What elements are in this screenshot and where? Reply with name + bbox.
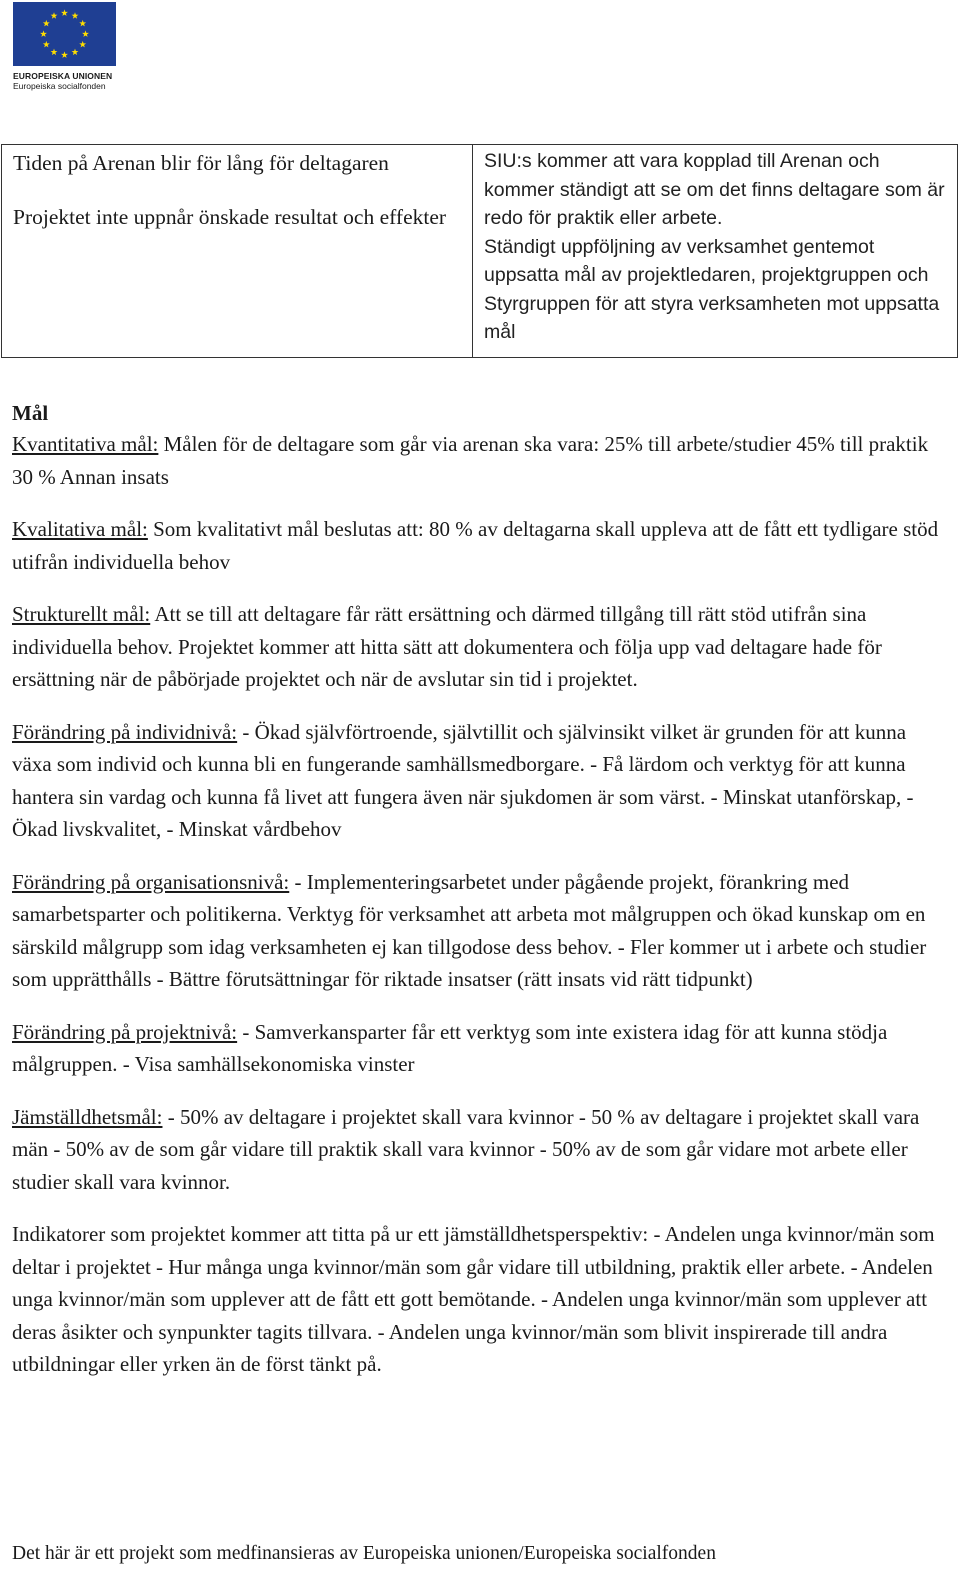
measure-item: SIU:s kommer att vara kopplad till Arenan och kommer ständigt att se om det finns deltagare som är redo för praktik eller arbete.	[484, 150, 945, 229]
structural-goal	[12, 598, 948, 696]
flag-star	[72, 49, 79, 56]
risk-table	[1, 144, 958, 358]
quantitative-goal	[12, 428, 948, 493]
risk-item: Tiden på Arenan blir för lång för deltagaren	[13, 151, 389, 175]
logo-line-1: EUROPEISKA UNIONEN	[13, 71, 113, 81]
project-label: Förändring på projektnivå:	[12, 1019, 238, 1044]
qualitative-goal	[12, 513, 948, 578]
qualitative-label: Kvalitativa mål:	[12, 517, 148, 541]
equality-text: - 50% av deltagare i projektet skall vara kvinnor - 50 % av deltagare i projektet skall vara män - 50% av de som går vidare till praktik skall vara kvinnor - 50% av de som går vidare mot arbete eller studier skall vara kvinnor.	[12, 1104, 920, 1194]
structural-label: Strukturellt mål:	[12, 602, 151, 626]
project-text: - Samverkansparter får ett verktyg som inte existera idag för att kunna stödja målgruppen. - Visa samhällsekonomiska vinster	[12, 1019, 888, 1076]
measure-item: Ständigt uppföljning av verksamhet gentemot uppsatta mål av projektledaren, projektgruppen och Styrgruppen för att styra verksamheten mot uppsatta mål	[484, 235, 940, 343]
flag-star	[79, 20, 86, 27]
indicators-paragraph: Indikatorer som projektet kommer att titta på ur ett jämställdhetsperspektiv: - Andelen unga kvinnor/män som deltar i projektet - Hur många unga kvinnor/män som går vidare till utbildning, praktik eller arbete. - Andelen unga kvinnor/män som upplever att de fått ett gott bemötande. - Andelen unga kvinnor/män som upplever att deras åsikter och synpunkter tagits tillvara. - Andelen unga kvinnor/män som blivit inspirerade till andra utbildningar eller yrken än de först tänkt på.	[12, 1222, 935, 1376]
equality-label: Jämställdhetsmål:	[12, 1104, 163, 1129]
individual-label: Förändring på individnivå:	[12, 719, 238, 744]
flag-star	[51, 49, 58, 56]
eu-logo	[13, 2, 121, 91]
equality-goal	[12, 1101, 948, 1199]
flag-star	[51, 12, 58, 19]
goals-heading: Mål	[12, 401, 49, 425]
flag-star	[61, 51, 68, 58]
organisation-text: - Implementeringsarbetet under pågående projekt, förankring med samarbetsparter och politikerna. Verktyg för verksamhet att arbeta mot målgruppen och ökad kunskap om en särskild målgrupp som idag verksamheten ej kan tillgodose dess behov. - Fler kommer ut i arbete och studier som upprätthålls - Bättre förutsättningar för riktade insatser (rätt insats vid rätt tidpunkt)	[12, 869, 927, 991]
flag-star	[40, 30, 47, 37]
quantitative-label: Kvantitativa mål:	[12, 432, 159, 456]
flag-star	[43, 20, 50, 27]
page-footer: Det här är ett projekt som medfinansieras av Europeiska unionen/Europeiska socialfonden	[12, 1543, 716, 1564]
eu-flag-icon	[13, 2, 116, 66]
goals-section	[12, 398, 948, 1401]
measure-cell	[473, 145, 958, 358]
flag-star	[43, 41, 50, 48]
logo-line-2: Europeiska socialfonden	[13, 81, 106, 91]
flag-star	[82, 30, 89, 37]
risk-cell	[2, 145, 473, 358]
organisation-change	[12, 866, 948, 996]
structural-text: Att se till att deltagare får rätt ersättning och därmed tillgång till rätt stöd utifrån sina individuella behov. Projektet kommer att hitta sätt att dokumentera och följa upp vad deltagare hade för ersättning när de påbörjade projektet och när de avslutar sin tid i projektet.	[12, 602, 882, 691]
quantitative-text: Målen för de deltagare som går via arenan ska vara: 25% till arbete/studier 45% till praktik 30 % Annan insats	[12, 432, 929, 489]
flag-star	[72, 12, 79, 19]
organisation-label: Förändring på organisationsnivå:	[12, 869, 290, 894]
individual-text: - Ökad självförtroende, självtillit och självinsikt vilket är grunden för att kunna växa som individ och kunna bli en fungerande samhällsmedborgare. - Få lärdom och verktyg för att kunna hantera sin vardag och kunna få livet att fungera även när sjukdomen är som värst. - Minskat utanförskap, - Ökad livskvalitet, - Minskat vårdbehov	[12, 719, 914, 841]
project-change	[12, 1016, 948, 1081]
flag-star	[79, 41, 86, 48]
qualitative-text: Som kvalitativt mål beslutas att: 80 % av deltagarna skall uppleva att de fått ett tydligare stöd utifrån individuella behov	[12, 517, 939, 574]
flag-star	[61, 9, 68, 16]
individual-change	[12, 716, 948, 846]
risk-item: Projektet inte uppnår önskade resultat och effekter	[13, 205, 447, 229]
